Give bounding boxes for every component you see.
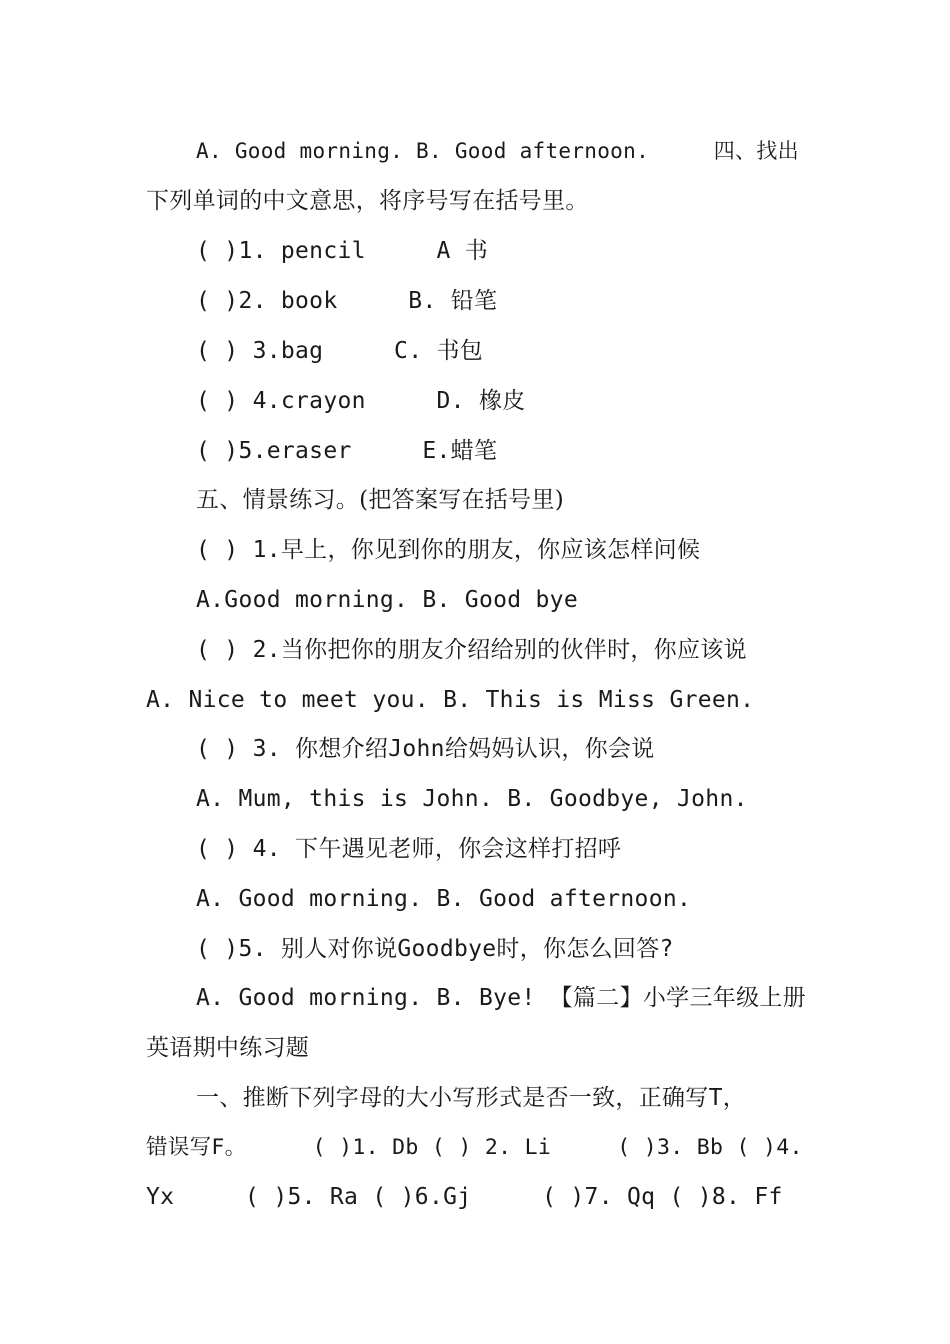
text-line-22: Yx ( )5. Ra ( )6.Gj ( )7. Qq ( )8. Ff [146,1184,783,1210]
text-line-3: ( )1. pencil A 书 [196,238,489,264]
text-line-16: A. Good morning. B. Good afternoon. [196,886,692,912]
text-line-11: ( ) 2.当你把你的朋友介绍给别的伙伴时，你应该说 [196,637,747,663]
text-line-5: ( ) 3.bag C. 书包 [196,338,484,364]
text-line-19: 英语期中练习题 [146,1035,310,1061]
text-line-12: A. Nice to meet you. B. This is Miss Green. [146,687,755,713]
text-line-18: A. Good morning. B. Bye! 【篇二】小学三年级上册 [196,985,806,1011]
text-line-17: ( )5. 别人对你说Goodbye时，你怎么回答? [196,936,674,962]
text-line-10: A.Good morning. B. Good bye [196,587,578,613]
text-line-13: ( ) 3. 你想介绍John给妈妈认识，你会说 [196,736,655,762]
text-line-9: ( ) 1.早上，你见到你的朋友，你应该怎样问候 [196,537,701,563]
text-line-7: ( )5.eraser E.蜡笔 [196,438,498,464]
text-line-14: A. Mum, this is John. B. Goodbye, John. [196,786,748,812]
text-line-15: ( ) 4. 下午遇见老师，你会这样打招呼 [196,836,622,862]
text-line-4: ( )2. book B. 铅笔 [196,288,498,314]
text-line-8: 五、情景练习。(把答案写在括号里) [196,487,565,513]
text-line-20: 一、推断下列字母的大小写形式是否一致，正确写T， [196,1085,747,1111]
text-line-21: 错误写F。 ( )1. Db ( ) 2. Li ( )3. Bb ( )4. [146,1135,803,1160]
text-line-6: ( ) 4.crayon D. 橡皮 [196,388,526,414]
text-line-1: A. Good morning. B. Good afternoon. 四、找出 [196,139,799,163]
text-line-2: 下列单词的中文意思，将序号写在括号里。 [146,188,589,214]
